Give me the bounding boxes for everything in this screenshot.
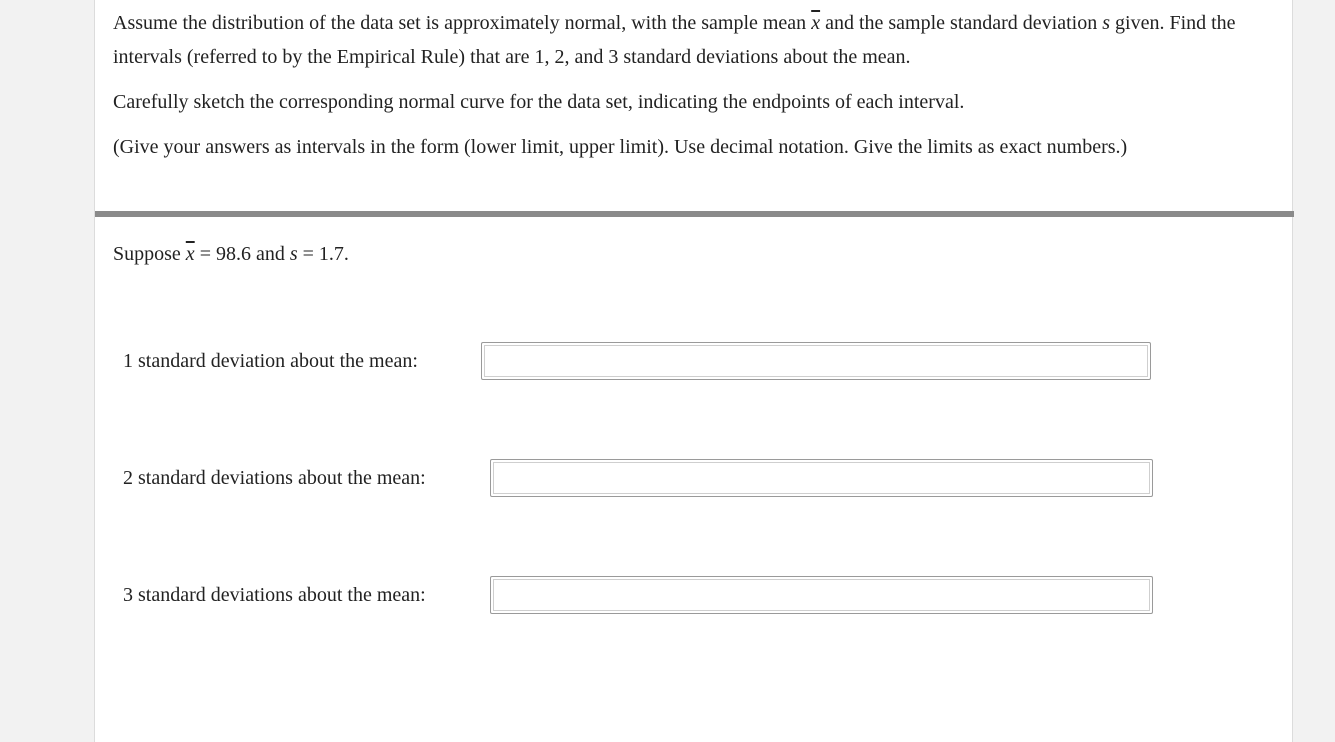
given-sd-symbol: s <box>289 243 298 265</box>
answer-input-2sd[interactable] <box>490 459 1153 497</box>
instructions-paragraph-1 <box>113 6 1278 74</box>
given-values <box>113 237 349 271</box>
question-label-2sd: 2 standard deviations about the mean: <box>123 467 426 489</box>
answer-input-3sd[interactable] <box>490 576 1153 614</box>
sample-sd-symbol: s <box>1102 12 1111 34</box>
given-mean-symbol: $\overline{x}$ <box>185 243 195 265</box>
instructions-paragraph-3: (Give your answers as intervals in the form (lower limit, upper limit). Use decimal notation. Give the limits as exact numbers.) <box>113 136 1128 158</box>
given-prefix: Suppose <box>113 243 186 265</box>
section-divider <box>95 211 1294 217</box>
instructions-text-b: and the sample standard deviation <box>820 12 1103 34</box>
instructions-text-c: given. Find the intervals (referred to by the Empirical Rule) that are 1, 2, and 3 standard deviations about the mean. <box>113 12 1236 68</box>
sample-mean-symbol: $\overline{x}$ <box>811 12 821 34</box>
question-label-3sd: 3 standard deviations about the mean: <box>123 584 426 606</box>
given-mean-value: = 98.6 <box>194 243 251 265</box>
question-row-2sd <box>123 459 1183 497</box>
question-card <box>94 0 1293 742</box>
instructions-paragraph-2: Carefully sketch the corresponding normal curve for the data set, indicating the endpoints of each interval. <box>113 91 965 113</box>
answer-input-1sd[interactable] <box>481 342 1151 380</box>
instructions <box>113 6 1278 164</box>
instructions-text-a: Assume the distribution of the data set is approximately normal, with the sample mean <box>113 12 812 34</box>
question-row-3sd <box>123 576 1183 614</box>
question-row-1sd <box>123 342 1183 380</box>
given-sd-value: = 1.7. <box>297 243 349 265</box>
question-label-1sd: 1 standard deviation about the mean: <box>123 350 418 372</box>
given-and: and <box>250 243 290 265</box>
